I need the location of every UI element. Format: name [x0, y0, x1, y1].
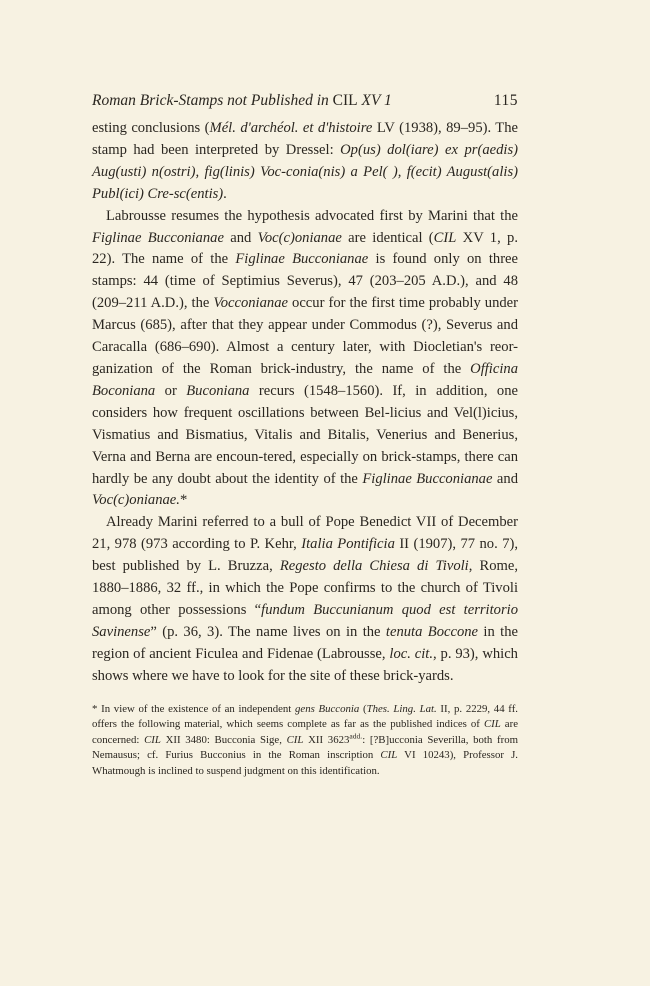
italic-run: Op(us) dol(iare) ex pr(aedis) Aug(usti) n(ostri), fig(linis) Voc-conia(nis) a Pel( ), f(ecit) August(alis) Publ(ici) Cre-sc(entis) [92, 141, 518, 202]
paragraph [92, 118, 518, 206]
text-run: II, p. 2229, 44 ff. offers the following material, which seems complete as far as the published indices of [92, 702, 519, 731]
superscript-run: add. [349, 731, 363, 741]
italic-run: CIL [144, 733, 161, 746]
text-run: VI 10243), Professor J. Whatmough is inclined to suspend judgment on this identification. [92, 749, 518, 777]
italic-run: tenuta Boccone [385, 623, 479, 640]
page-number: 115 [493, 92, 518, 109]
running-head [92, 92, 518, 110]
italic-run: fundum Buccunianum quod est territorio Savinense [92, 601, 518, 640]
body-text [92, 118, 518, 688]
text-run: : [?B]ucconia Severilla, both from Nemausus; cf. Furius Bucconius in the Roman inscription [92, 733, 519, 762]
text-run: and [223, 229, 258, 246]
text-run: Labrousse resumes the hypothesis advocated first by Marini that the [106, 207, 518, 224]
italic-run: Figlinae Bucconianae [362, 470, 493, 487]
text-run: . [223, 185, 227, 202]
text-run: and [492, 470, 518, 487]
italic-run: Mél. d'archéol. et d'histoire [209, 120, 373, 136]
text-run: LV (1938), 89–95). The stamp had been interpreted by Dressel: [92, 120, 518, 158]
italic-run: CIL [483, 718, 501, 731]
italic-run: Thes. Ling. Lat. [366, 702, 437, 715]
running-title [92, 92, 392, 110]
text-run: Already Marini referred to a bull of Pope Benedict VII of December 21, 978 (973 according to P. Kehr, [92, 514, 518, 553]
running-title-part: Roman Brick-Stamps not Published in [92, 92, 333, 109]
text-run: in the region of ancient Ficulea and Fidenae (Labrousse, [92, 623, 518, 662]
text-run: esting conclusions ( [92, 120, 210, 136]
running-title-part: XV 1 [357, 92, 392, 109]
italic-run: CIL [380, 749, 398, 762]
text-run: II (1907), 77 no. 7), best published by L. Bruzza, [92, 536, 518, 575]
text-run: , Rome, 1880–1886, 32 ff., in which the Pope confirms to the church of Tivoli among other possessions “ [92, 558, 518, 618]
paragraph [92, 206, 518, 513]
italic-run: Buconiana [186, 382, 250, 399]
italic-run: Figlinae Bucconianae [235, 251, 369, 268]
text-run: XII 3480: Bucconia Sige, [160, 733, 287, 746]
italic-run: Officina Boconiana [92, 360, 518, 399]
italic-run: Italia Pontificia [301, 536, 395, 553]
italic-run: Voc(c)onianae [257, 229, 342, 246]
page [92, 92, 518, 780]
footnote [92, 702, 518, 780]
text-run: occur for the first time probably under Marcus (685), after that they appear under Commodus (?), Severus and Caracalla (686–690). Almost a century later, with Diocletian's reor-ganization of the Roman brick-industry, the name of the [92, 295, 519, 377]
text-run: is found only on three stamps: 44 (time of Septimius Severus), 47 (203–205 A.D.), and 48 (209–211 A.D.), the [92, 251, 519, 312]
text-run: recurs (1548–1560). If, in addition, one considers how frequent oscillations between Bel-licius and Vel(l)icius, Vismatius and Bismatius, Vitalis and Bitalis, Venerius and Benerius, Verna and Berna are encoun-tered, especially on brick-stamps, there can hardly be any doubt about the identity of the [92, 382, 518, 487]
text-run: , p. 93), which shows where we have to look for the site of these brick-yards. [92, 645, 518, 684]
running-title-cil: CIL [332, 92, 358, 109]
italic-run: Vocconianae [213, 295, 288, 312]
text-run: or [155, 382, 187, 399]
italic-run: Regesto della Chiesa di Tivoli [279, 558, 469, 575]
italic-run: CIL [286, 733, 304, 746]
italic-run: CIL [433, 229, 457, 246]
paragraph [92, 512, 518, 687]
text-run: are concerned: [92, 718, 518, 746]
text-run: ” (p. 36, 3). The name lives on in the [150, 623, 386, 640]
text-run: XII 3623 [303, 733, 350, 746]
italic-run: Voc(c)onianae. [92, 492, 180, 509]
text-run: are identical ( [341, 229, 434, 246]
italic-run: Figlinae Bucconianae [92, 229, 224, 246]
text-run: ( [359, 702, 367, 715]
italic-run: loc. cit. [389, 645, 433, 662]
text-run: * In view of the existence of an independent [92, 702, 296, 715]
italic-run: gens Bucconia [295, 702, 360, 715]
text-run: * [179, 492, 188, 509]
text-run: XV 1, p. 22). The name of the [92, 229, 518, 268]
